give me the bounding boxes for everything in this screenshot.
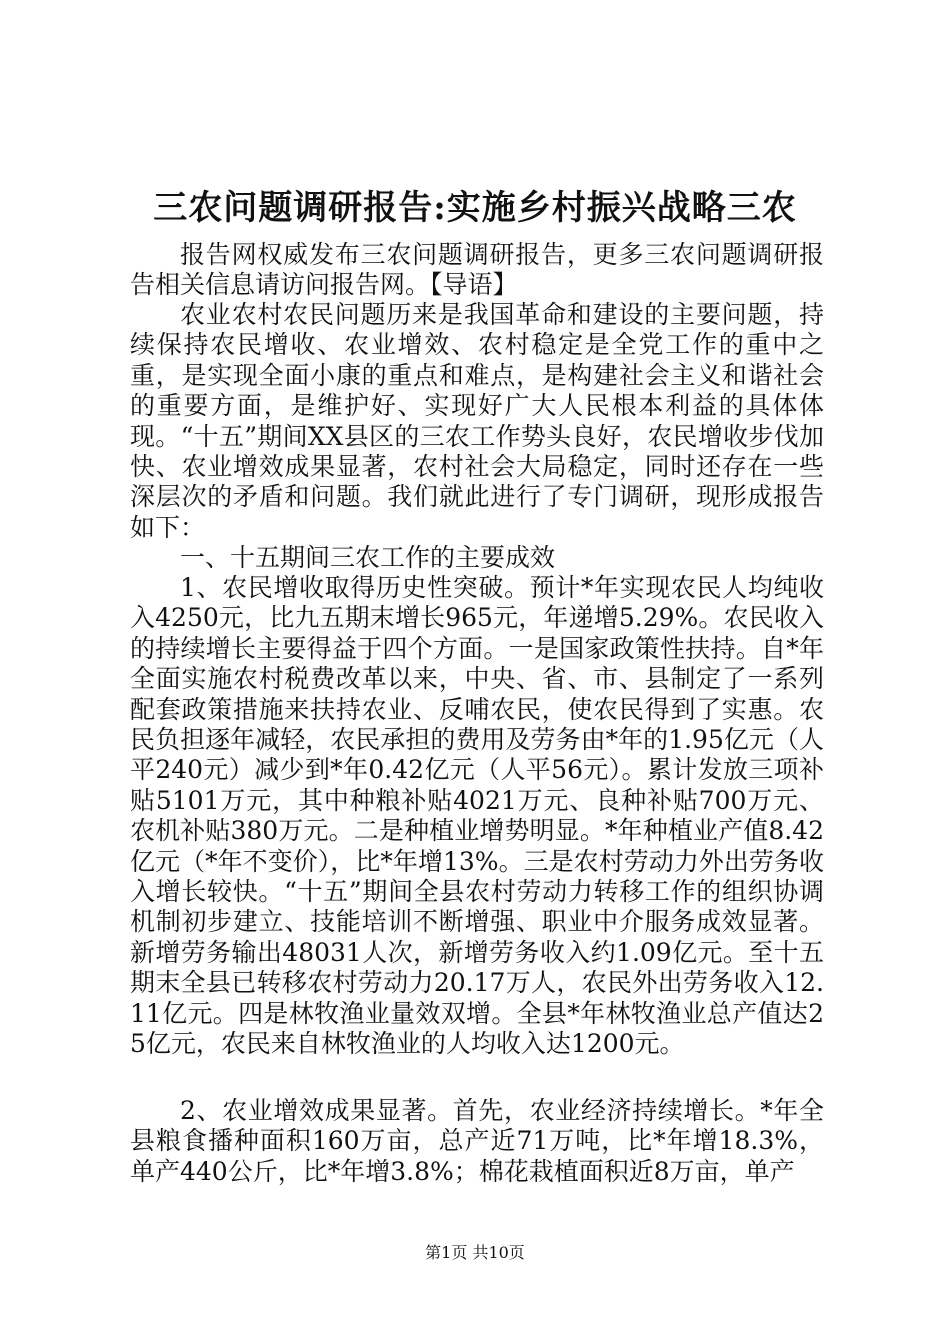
item-1-paragraph: 1、农民增收取得历史性突破。预计*年实现农民人均纯收入4250元，比九五期末增长965元，年递增5.29%。农民收入的持续增长主要得益于四个方面。一是国家政策性扶持。自*年全面实施农村税费改革以来，中央、省、市、县制定了一系列配套政策措施来扶持农业、反哺农民，使农民得到了实惠。农民负担逐年减轻，农民承担的费用及劳务由*年的1.95亿元（人平240元）减少到*年0.42亿元（人平56元）。累计发放三项补贴5101万元，其中种粮补贴4021万元、良种补贴700万元、农机补贴380万元。二是种植业增势明显。*年种植业产值8.42亿元（*年不变价），比*年增13%。三是农村劳动力外出劳务收入增长较快。“十五”期间全县农村劳动力转移工作的组织协调机制初步建立、技能培训不断增强、职业中介服务成效显著。新增劳务输出48031人次，新增劳务收入约1.09亿元。至十五期末全县已转移农村劳动力20.17万人，农民外出劳务收入12.11亿元。四是林牧渔业量效双增。全县*年林牧渔业总产值达25亿元，农民来自林牧渔业的人均收入达1200元。 bbox=[130, 573, 824, 1059]
document-title: 三农问题调研报告:实施乡村振兴战略三农 bbox=[153, 188, 797, 228]
page-footer: 第1页 共10页 bbox=[425, 1243, 525, 1262]
overview-paragraph: 农业农村农民问题历来是我国革命和建设的主要问题，持续保持农民增收、农业增效、农村稳定是全党工作的重中之重，是实现全面小康的重点和难点，是构建社会主义和谐社会的重要方面，是维护好、实现好广大人民根本利益的具体体现。“十五”期间XX县区的三农工作势头良好，农民增收步伐加快、农业增效成果显著，农村社会大局稳定，同时还存在一些深层次的矛盾和问题。我们就此进行了专门调研，现形成报告如下： bbox=[130, 300, 824, 542]
section-heading: 一、十五期间三农工作的主要成效 bbox=[180, 543, 556, 572]
intro-paragraph: 报告网权威发布三农问题调研报告，更多三农问题调研报告相关信息请访问报告网。【导语】 bbox=[130, 240, 824, 300]
item-2-paragraph: 2、农业增效成果显著。首先，农业经济持续增长。*年全县粮食播种面积160万亩，总产近71万吨，比*年增18.3%，单产440公斤，比*年增3.8%；棉花栽植面积近8万亩，单产 bbox=[130, 1096, 824, 1186]
